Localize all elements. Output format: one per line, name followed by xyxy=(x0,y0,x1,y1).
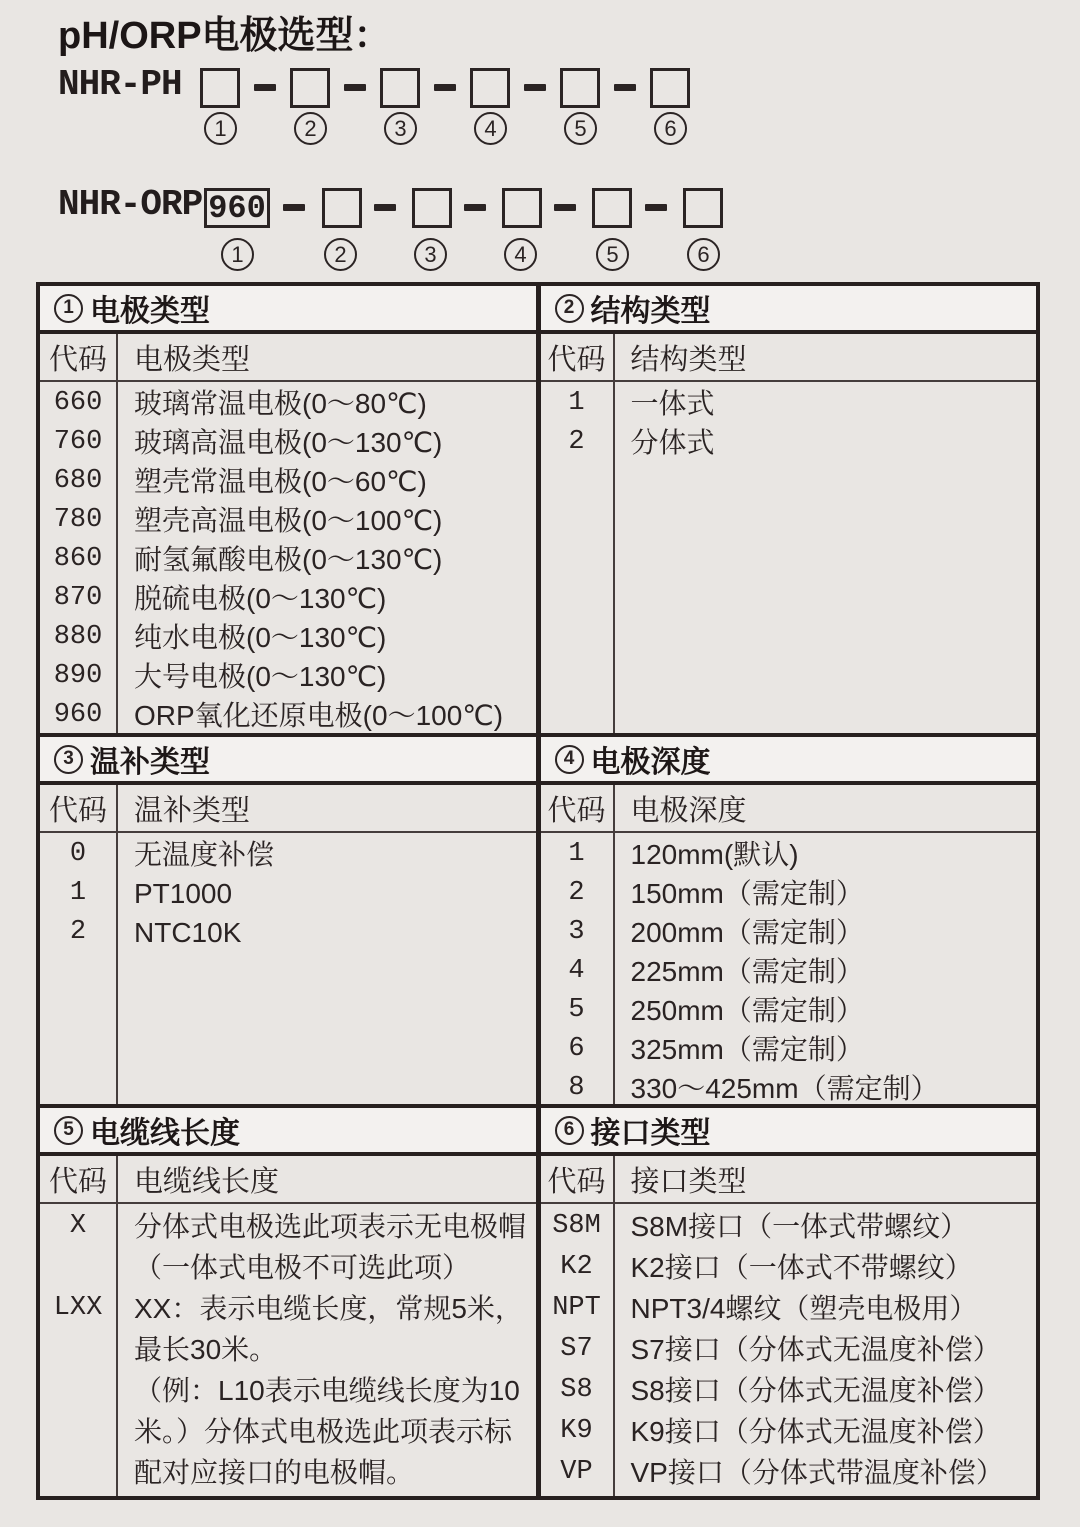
desc-cell xyxy=(613,1411,1037,1452)
code-cell: 1 xyxy=(69,878,87,908)
desc-line: 配对应接口的电极帽。 xyxy=(134,1457,415,1488)
table-row xyxy=(541,874,1037,913)
desc-cell xyxy=(116,501,536,540)
section-title-text: 电缆线长度 xyxy=(90,1117,240,1150)
table-row xyxy=(541,1329,1037,1370)
table-row xyxy=(40,1206,536,1288)
column-header-code: 代码 xyxy=(48,1165,107,1198)
section-title xyxy=(541,737,1037,785)
model-code-box xyxy=(290,68,330,108)
model-code-diagram xyxy=(0,0,1080,282)
model-code-box xyxy=(650,68,690,108)
desc-cell xyxy=(613,1370,1037,1411)
desc-line: 玻璃常温电极(0～80℃) xyxy=(134,388,427,419)
desc-line: （例：L10表示电缆线长度为10 xyxy=(134,1375,520,1406)
table-band-3 xyxy=(40,1108,1036,1496)
code-column-divider xyxy=(116,1156,118,1496)
section-title-text: 结构类型 xyxy=(590,295,711,328)
desc-cell xyxy=(613,1030,1037,1069)
desc-cell xyxy=(613,1247,1037,1288)
model-code-box xyxy=(412,188,452,228)
table-row xyxy=(541,1288,1037,1329)
desc-cell xyxy=(116,1206,536,1288)
desc-line: 330～425mm（需定制） xyxy=(630,1073,939,1104)
section-title-text: 电极深度 xyxy=(590,746,711,779)
column-header-desc: 电极深度 xyxy=(630,794,747,827)
option-section-1 xyxy=(40,286,541,733)
circled-number: 1 xyxy=(54,294,83,323)
dash-separator xyxy=(254,84,276,91)
option-section-4 xyxy=(541,737,1037,1104)
code-cell: S8M xyxy=(552,1211,601,1241)
code-cell: NPT xyxy=(552,1293,601,1323)
table-band-2 xyxy=(40,737,1036,1108)
desc-line: 最长30米。 xyxy=(134,1334,278,1365)
section-title xyxy=(40,1108,536,1156)
desc-line: VP接口（分体式带温度补偿） xyxy=(630,1457,1004,1488)
column-header-code: 代码 xyxy=(547,343,606,376)
dash-separator xyxy=(283,204,305,211)
desc-line: 脱硫电极(0～130℃) xyxy=(134,583,387,614)
desc-line: ORP氧化还原电极(0～100℃) xyxy=(134,700,504,731)
column-header-row xyxy=(40,334,536,382)
desc-cell xyxy=(613,1206,1037,1247)
desc-line: （一体式电极不可选此项） xyxy=(134,1252,471,1283)
table-row xyxy=(541,384,1037,423)
desc-cell xyxy=(116,423,536,462)
desc-line: 250mm（需定制） xyxy=(630,995,864,1026)
code-cell: 2 xyxy=(568,878,585,908)
section-body xyxy=(541,382,1037,462)
table-row xyxy=(40,874,536,913)
code-cell: 860 xyxy=(53,544,103,574)
code-cell: 3 xyxy=(568,917,585,947)
section-table xyxy=(40,785,536,1104)
desc-cell xyxy=(116,540,536,579)
desc-line: 大号电极(0～130℃) xyxy=(134,661,387,692)
desc-line: 无温度补偿 xyxy=(134,839,275,870)
desc-cell xyxy=(613,1288,1037,1329)
column-header-row xyxy=(541,334,1037,382)
dash-separator xyxy=(614,84,636,91)
table-row xyxy=(40,913,536,952)
code-cell: 8 xyxy=(568,1073,585,1103)
code-column-divider xyxy=(116,334,118,733)
position-number-circle: 1 xyxy=(221,238,254,271)
model-code-box xyxy=(470,68,510,108)
desc-cell xyxy=(116,579,536,618)
option-section-5 xyxy=(40,1108,541,1496)
model-name-label: NHR-PH xyxy=(58,64,182,105)
table-row xyxy=(40,696,536,735)
position-number-circle: 3 xyxy=(414,238,447,271)
code-column-divider xyxy=(613,334,615,733)
model-code-box xyxy=(502,188,542,228)
circled-number: 5 xyxy=(54,1116,83,1145)
desc-line: 225mm（需定制） xyxy=(630,956,864,987)
code-cell: 1 xyxy=(568,839,585,869)
section-title xyxy=(40,737,536,785)
desc-line: 分体式 xyxy=(630,427,715,458)
desc-line: 塑壳高温电极(0～100℃) xyxy=(134,505,443,536)
circled-number: 3 xyxy=(54,745,83,774)
model-code-box xyxy=(592,188,632,228)
section-title xyxy=(541,286,1037,334)
desc-cell xyxy=(613,1452,1037,1493)
column-header-desc: 电缆线长度 xyxy=(134,1165,280,1198)
model-name-label: NHR-ORP xyxy=(58,184,203,225)
desc-cell xyxy=(116,835,536,874)
option-section-6 xyxy=(541,1108,1037,1496)
circled-number: 4 xyxy=(555,745,584,774)
table-row xyxy=(40,1288,536,1493)
table-row xyxy=(541,1411,1037,1452)
position-number-circle: 2 xyxy=(324,238,357,271)
position-number-circle: 3 xyxy=(384,112,417,145)
section-body xyxy=(541,833,1037,1108)
desc-line: 塑壳常温电极(0～60℃) xyxy=(134,466,427,497)
table-row xyxy=(541,423,1037,462)
desc-line: 耐氢氟酸电极(0～130℃) xyxy=(134,544,443,575)
table-row xyxy=(40,540,536,579)
position-number-circle: 2 xyxy=(294,112,327,145)
table-row xyxy=(40,462,536,501)
section-body xyxy=(40,382,536,735)
desc-cell xyxy=(613,952,1037,991)
desc-line: S8接口（分体式无温度补偿） xyxy=(630,1375,1001,1406)
dash-separator xyxy=(554,204,576,211)
section-table xyxy=(40,1156,536,1496)
model-code-box xyxy=(380,68,420,108)
code-cell: S8 xyxy=(560,1375,593,1405)
position-number-circle: 5 xyxy=(596,238,629,271)
code-cell: VP xyxy=(560,1457,593,1487)
desc-cell xyxy=(613,913,1037,952)
desc-cell xyxy=(613,1329,1037,1370)
section-title xyxy=(40,286,536,334)
desc-cell xyxy=(116,1288,536,1493)
table-row xyxy=(541,1370,1037,1411)
code-cell: 780 xyxy=(53,505,103,535)
desc-line: S8M接口（一体式带螺纹） xyxy=(630,1211,969,1242)
desc-cell xyxy=(613,423,1037,462)
desc-line: 200mm（需定制） xyxy=(630,917,864,948)
table-row xyxy=(40,384,536,423)
section-body xyxy=(541,1204,1037,1493)
dash-separator xyxy=(464,204,486,211)
desc-line: 分体式电极选此项表示无电极帽 xyxy=(134,1211,527,1242)
table-row xyxy=(40,579,536,618)
circled-number: 6 xyxy=(555,1116,584,1145)
column-header-desc: 结构类型 xyxy=(630,343,747,376)
desc-line: 米。）分体式电极选此项表示标 xyxy=(134,1416,513,1447)
dash-separator xyxy=(344,84,366,91)
desc-line: K9接口（分体式无温度补偿） xyxy=(630,1416,1001,1447)
dash-separator xyxy=(434,84,456,91)
section-body xyxy=(40,833,536,952)
code-cell: 680 xyxy=(53,466,103,496)
desc-cell xyxy=(613,1069,1037,1108)
position-number-circle: 6 xyxy=(654,112,687,145)
position-number-circle: 5 xyxy=(564,112,597,145)
column-header-desc: 温补类型 xyxy=(134,794,251,827)
position-number-circle: 1 xyxy=(204,112,237,145)
model-prefix-box: 960 xyxy=(204,188,270,228)
code-cell: 960 xyxy=(53,700,103,730)
table-row xyxy=(541,1069,1037,1108)
code-cell: K2 xyxy=(560,1252,593,1282)
section-table xyxy=(40,334,536,733)
table-row xyxy=(40,618,536,657)
position-number-circle: 4 xyxy=(474,112,507,145)
model-code-box xyxy=(200,68,240,108)
code-cell: 760 xyxy=(53,427,103,457)
option-section-3 xyxy=(40,737,541,1104)
code-cell: 2 xyxy=(69,917,87,947)
desc-line: 150mm（需定制） xyxy=(630,878,864,909)
table-row xyxy=(40,423,536,462)
desc-cell xyxy=(116,462,536,501)
column-header-code: 代码 xyxy=(547,1165,606,1198)
section-title xyxy=(541,1108,1037,1156)
desc-line: 325mm（需定制） xyxy=(630,1034,864,1065)
desc-line: 120mm(默认) xyxy=(630,839,799,870)
model-code-box xyxy=(322,188,362,228)
code-cell: S7 xyxy=(560,1334,593,1364)
code-cell: K9 xyxy=(560,1416,593,1446)
desc-cell xyxy=(116,618,536,657)
code-column-divider xyxy=(613,1156,615,1496)
desc-line: K2接口（一体式不带螺纹） xyxy=(630,1252,973,1283)
desc-cell xyxy=(116,696,536,735)
table-row xyxy=(40,657,536,696)
table-row xyxy=(541,913,1037,952)
table-row xyxy=(541,1206,1037,1247)
table-row xyxy=(541,835,1037,874)
code-column-divider xyxy=(613,785,615,1104)
code-cell: 6 xyxy=(568,1034,585,1064)
model-code-box xyxy=(683,188,723,228)
desc-line: PT1000 xyxy=(134,878,233,909)
desc-cell xyxy=(116,913,536,952)
desc-cell xyxy=(613,835,1037,874)
column-header-code: 代码 xyxy=(547,794,606,827)
option-section-2 xyxy=(541,286,1037,733)
column-header-row xyxy=(40,1156,536,1204)
section-table xyxy=(541,785,1037,1104)
column-header-desc: 接口类型 xyxy=(630,1165,747,1198)
desc-line: NPT3/4螺纹（塑壳电极用） xyxy=(630,1293,978,1324)
desc-cell xyxy=(116,384,536,423)
dash-separator xyxy=(645,204,667,211)
desc-line: 纯水电极(0～130℃) xyxy=(134,622,387,653)
column-header-desc: 电极类型 xyxy=(134,343,251,376)
dash-separator xyxy=(524,84,546,91)
code-cell: 2 xyxy=(568,427,585,457)
section-title-text: 接口类型 xyxy=(590,1117,711,1150)
code-cell: 870 xyxy=(53,583,103,613)
code-cell: 1 xyxy=(568,388,585,418)
table-row xyxy=(541,1030,1037,1069)
code-cell: 890 xyxy=(53,661,103,691)
column-header-code: 代码 xyxy=(48,343,107,376)
circled-number: 2 xyxy=(555,294,584,323)
code-cell: LXX xyxy=(53,1293,103,1323)
dash-separator xyxy=(374,204,396,211)
column-header-row xyxy=(541,785,1037,833)
table-band-1 xyxy=(40,286,1036,737)
page-title: pH/ORP电极选型： xyxy=(58,15,392,57)
desc-cell xyxy=(116,657,536,696)
section-body xyxy=(40,1204,536,1493)
code-cell: 4 xyxy=(568,956,585,986)
position-number-circle: 6 xyxy=(687,238,720,271)
code-cell: 5 xyxy=(568,995,585,1025)
desc-cell xyxy=(613,991,1037,1030)
table-row xyxy=(541,1452,1037,1493)
section-title-text: 电极类型 xyxy=(90,295,210,328)
position-number-circle: 4 xyxy=(504,238,537,271)
model-code-box xyxy=(560,68,600,108)
section-table xyxy=(541,334,1037,733)
desc-cell xyxy=(613,384,1037,423)
table-row xyxy=(541,991,1037,1030)
code-cell: 660 xyxy=(53,388,103,418)
section-table xyxy=(541,1156,1037,1496)
column-header-row xyxy=(40,785,536,833)
column-header-row xyxy=(541,1156,1037,1204)
section-title-text: 温补类型 xyxy=(90,746,210,779)
code-column-divider xyxy=(116,785,118,1104)
desc-line: NTC10K xyxy=(134,917,242,948)
code-cell: 880 xyxy=(53,622,103,652)
desc-line: XX：表示电缆长度，常规5米， xyxy=(134,1293,523,1324)
code-cell: 0 xyxy=(69,839,87,869)
desc-cell xyxy=(116,874,536,913)
table-row xyxy=(541,1247,1037,1288)
selection-tables xyxy=(36,282,1040,1500)
desc-line: 玻璃高温电极(0～130℃) xyxy=(134,427,443,458)
table-row xyxy=(40,501,536,540)
desc-line: 一体式 xyxy=(630,388,715,419)
desc-cell xyxy=(613,874,1037,913)
column-header-code: 代码 xyxy=(48,794,107,827)
code-cell: X xyxy=(69,1211,87,1241)
table-row xyxy=(541,952,1037,991)
table-row xyxy=(40,835,536,874)
desc-line: S7接口（分体式无温度补偿） xyxy=(630,1334,1001,1365)
